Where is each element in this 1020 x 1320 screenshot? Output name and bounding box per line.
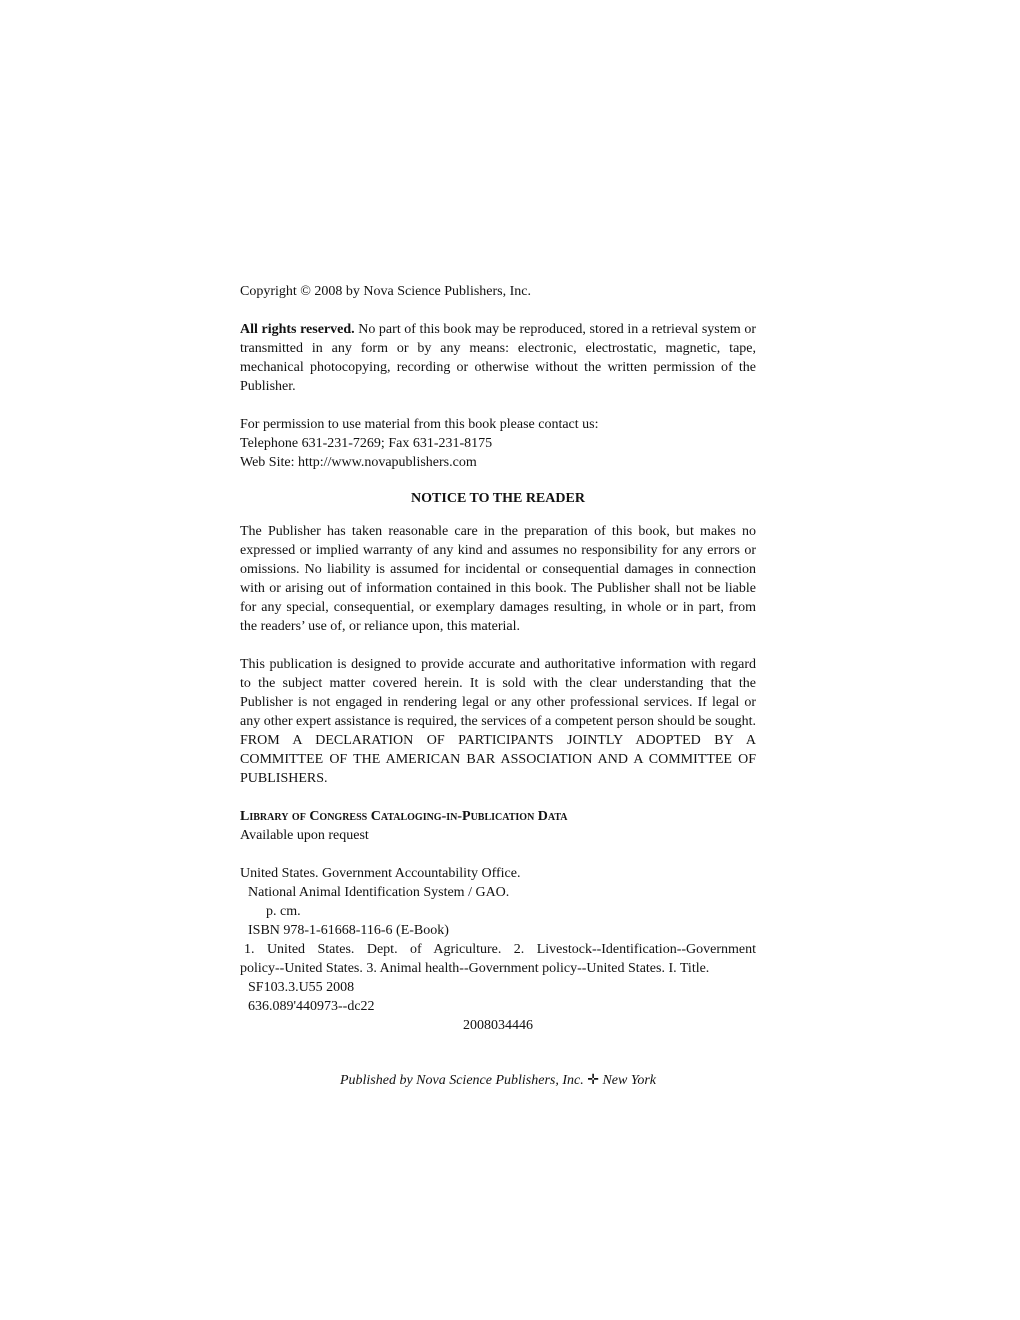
cross-icon: ✛ xyxy=(587,1072,599,1088)
cataloging-block xyxy=(240,807,756,845)
footer-city: New York xyxy=(602,1073,657,1088)
notice-heading: NOTICE TO THE READER xyxy=(411,491,585,506)
catalog-title: National Animal Identification System / GAO. xyxy=(248,885,510,900)
catalog-subjects-2: policy--United States. 3. Animal health--Government policy--United States. I. Title. xyxy=(240,961,710,976)
catalog-record xyxy=(240,864,756,1035)
catalog-lccn: 2008034446 xyxy=(463,1018,533,1033)
rights-text: No part of this book may be reproduced, stored in a retrieval system or transmitted in any form or by any means: electronic, electrostatic, magnetic, tape, mechanical photocopying, recording or otherwise without the written permission of the Publisher. xyxy=(240,322,756,394)
notice-paragraph-1: The Publisher has taken reasonable care in the preparation of this book, but makes no expressed or implied warranty of any kind and assumes no responsibility for any errors or omissions. No liability is assumed for incidental or consequential damages in connection with or arising out of information contained in this book. The Publisher shall not be liable for any special, consequential, or exemplary damages resulting, in whole or in part, from the readers’ use of, or reliance upon, this material. xyxy=(240,524,756,634)
catalog-dewey: 636.089'440973--dc22 xyxy=(248,999,375,1014)
contact-intro: For permission to use material from this book please contact us: xyxy=(240,417,599,432)
copyright-page xyxy=(240,282,756,1035)
notice-paragraph-2: This publication is designed to provide accurate and authoritative information with regard to the subject matter covered herein. It is sold with the clear understanding that the Publisher is not engaged in rendering legal or any other professional services. If legal or any other expert assistance is required, the services of a competent person should be sought. FROM A DECLARATION OF PARTICIPANTS JOINTLY ADOPTED BY A COMMITTEE OF THE AMERICAN BAR ASSOCIATION AND A COMMITTEE OF PUBLISHERS. xyxy=(240,657,756,786)
publisher-footer xyxy=(240,1072,756,1089)
contact-phone: Telephone 631-231-7269; Fax 631-231-8175 xyxy=(240,436,493,451)
rights-lead: All rights reserved. xyxy=(240,322,355,337)
contact-web: Web Site: http://www.novapublishers.com xyxy=(240,455,477,470)
cataloging-availability: Available upon request xyxy=(240,828,369,843)
catalog-author: United States. Government Accountability Office. xyxy=(240,866,521,881)
catalog-subjects-1: 1. United States. Dept. of Agriculture. 2. Livestock--Identification--Government xyxy=(244,942,756,957)
rights-paragraph xyxy=(240,320,756,396)
catalog-call-number: SF103.3.U55 2008 xyxy=(248,980,355,995)
catalog-isbn: ISBN 978-1-61668-116-6 (E-Book) xyxy=(248,923,449,938)
cataloging-heading: Library of Congress Cataloging-in-Publication Data xyxy=(240,809,568,824)
catalog-pages: p. cm. xyxy=(266,904,301,919)
copyright-line: Copyright © 2008 by Nova Science Publishers, Inc. xyxy=(240,284,531,299)
footer-published-by: Published by Nova Science Publishers, Inc. xyxy=(339,1073,584,1088)
contact-block xyxy=(240,415,756,472)
